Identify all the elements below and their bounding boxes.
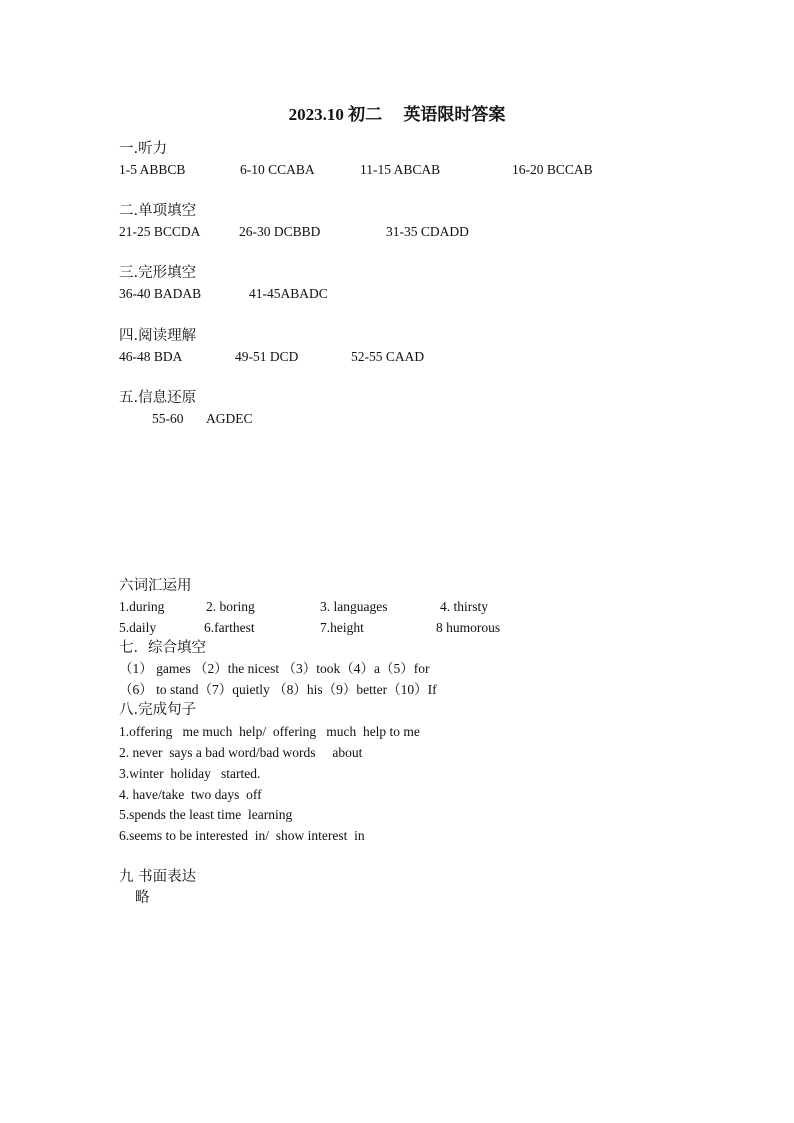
answer-group: 16-20 BCCAB bbox=[512, 162, 593, 177]
answer-group: 52-55 CAAD bbox=[351, 349, 425, 364]
vocab-answer: 6.farthest bbox=[204, 620, 255, 635]
vocab-answer: 2. boring bbox=[206, 599, 255, 614]
sentence-answer: 5.spends the least time learning bbox=[119, 807, 293, 822]
section-comprehensive-heading: 七．综合填空 bbox=[119, 640, 206, 656]
answer-range: 55-60 bbox=[152, 411, 184, 426]
sentence-answer: 1.offering me much help/ offering much help to me bbox=[119, 724, 420, 739]
writing-answer: 略 bbox=[135, 890, 150, 906]
answer-group: 49-51 DCD bbox=[235, 349, 299, 364]
section-writing-heading: 九 书面表达 bbox=[119, 869, 197, 885]
vocab-answer: 4. thirsty bbox=[440, 599, 489, 614]
answer-group: 41-45ABADC bbox=[249, 286, 328, 301]
sentence-answer: 3.winter holiday started. bbox=[119, 766, 261, 781]
section-reading-heading: 四.阅读理解 bbox=[119, 328, 197, 344]
answer-group: 21-25 BCCDA bbox=[119, 224, 201, 239]
answer-group: 6-10 CCABA bbox=[240, 162, 315, 177]
section-listening-heading: 一.听力 bbox=[119, 141, 168, 157]
answer-group: 11-15 ABCAB bbox=[360, 162, 441, 177]
section-single-choice-heading: 二.单项填空 bbox=[119, 203, 197, 219]
section-sentences-heading: 八.完成句子 bbox=[119, 702, 197, 718]
answer-group: 31-35 CDADD bbox=[386, 224, 469, 239]
sentence-answer: 4. have/take two days off bbox=[119, 787, 262, 802]
section-cloze-heading: 三.完形填空 bbox=[119, 265, 197, 281]
vocab-answer: 8 humorous bbox=[436, 620, 501, 635]
vocab-answer: 7.height bbox=[320, 620, 364, 635]
sentence-answer: 6.seems to be interested in/ show interest in bbox=[119, 828, 365, 843]
vocab-answer: 3. languages bbox=[320, 599, 388, 614]
page-title: 2023.10 初二 英语限时答案 bbox=[288, 105, 506, 124]
vocab-answer: 1.during bbox=[119, 599, 165, 614]
sentence-answer: 2. never says a bad word/bad words about bbox=[119, 745, 363, 760]
vocab-answer: 5.daily bbox=[119, 620, 157, 635]
answer-group: 46-48 BDA bbox=[119, 349, 183, 364]
answer-group: 36-40 BADAB bbox=[119, 286, 202, 301]
answer-group: 26-30 DCBBD bbox=[239, 224, 321, 239]
comprehensive-line: （6） to stand（7）quietly （8）his（9）better（10）If bbox=[119, 682, 437, 697]
comprehensive-line: （1） games （2）the nicest （3）took（4）a（5）for bbox=[119, 661, 430, 676]
section-vocabulary-heading: 六词汇运用 bbox=[119, 578, 192, 594]
answer-letters: AGDEC bbox=[206, 411, 253, 426]
section-info-restore-heading: 五.信息还原 bbox=[119, 390, 197, 406]
answer-group: 1-5 ABBCB bbox=[119, 162, 186, 177]
